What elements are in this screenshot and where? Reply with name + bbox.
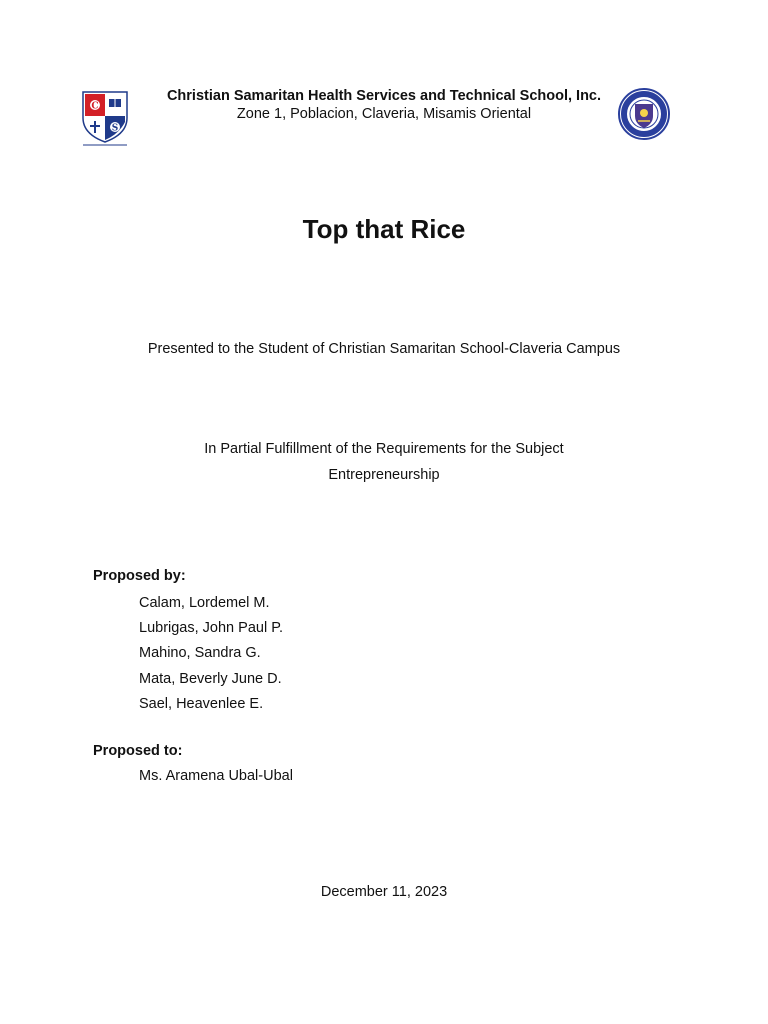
proposer-name: Mahino, Sandra G. [139,645,261,662]
school-address: Zone 1, Poblacion, Claveria, Misamis Oriental [236,106,532,122]
presented-to-line: Presented to the Student of Christian Samaritan School-Claveria Campus [147,341,621,357]
document-title: Top that Rice [302,214,466,244]
proposed-by-label: Proposed by: [93,568,186,584]
subject-line: Entrepreneurship [328,467,440,483]
proposed-to-label: Proposed to: [93,743,183,759]
proposer-name: Mata, Beverly June D. [139,670,282,687]
proposer-name: Sael, Heavenlee E. [139,695,264,712]
proposer-list [139,591,283,717]
fulfillment-line: In Partial Fulfillment of the Requirements for the Subject [204,441,564,457]
proposer-name: Calam, Lordemel M. [139,595,270,611]
svg-text:S: S [111,123,119,134]
proposer-name: Lubrigas, John Paul P. [139,620,284,637]
proposed-to-name: Ms. Aramena Ubal-Ubal [139,768,293,784]
svg-text:C: C [91,101,99,112]
school-name: Christian Samaritan Health Services and Technical School, Inc. [166,88,602,104]
document-date: December 11, 2023 [320,884,448,900]
deped-seal-icon [616,88,672,140]
